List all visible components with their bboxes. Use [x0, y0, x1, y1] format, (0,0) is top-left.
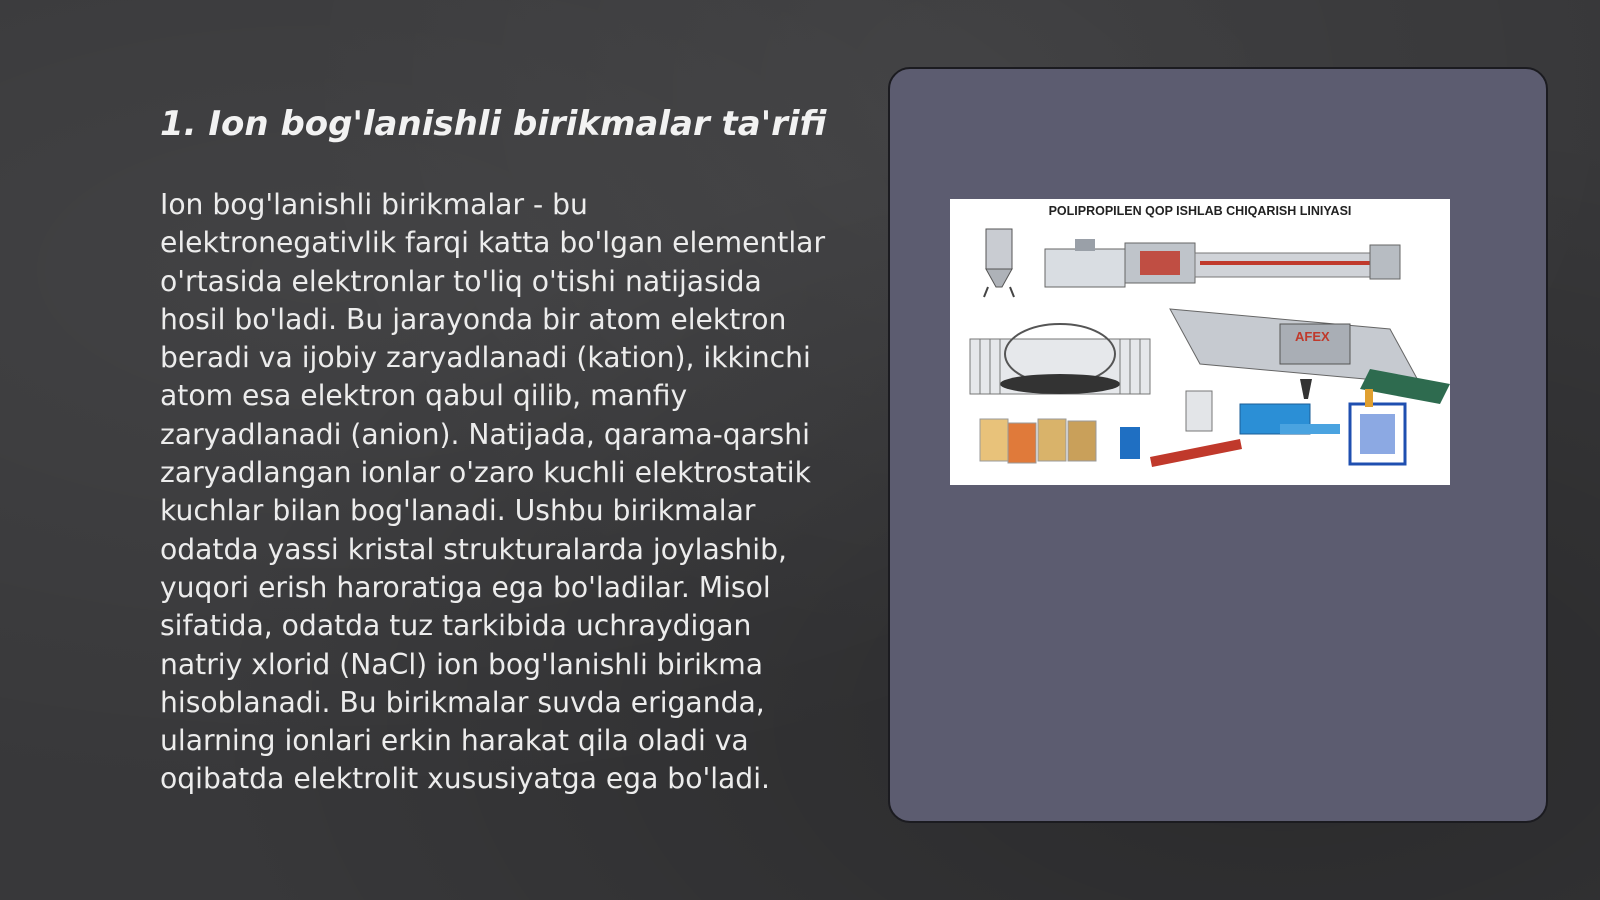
- figure-caption: POLIPROPILEN QOP ISHLAB CHIQARISH LINIYASI: [1048, 204, 1352, 218]
- recycling-line: [1120, 379, 1340, 467]
- hopper: [984, 229, 1014, 297]
- baler-machine: [1350, 389, 1405, 464]
- machinery-illustration: [950, 199, 1450, 485]
- printing-machine: [1170, 309, 1450, 404]
- slide-title: 1. Ion bog'lanishli birikmalar ta'rifi: [160, 104, 827, 144]
- production-line-image: [950, 199, 1450, 485]
- slide-body-text: Ion bog'lanishli birikmalar - bu elektronegativlik farqi katta bo'lgan elementlar o'rtasida elektronlar to'liq o'tishi natijasida hosil bo'ladi. Bu jarayonda bir atom elektron beradi va ijobiy zaryadlanadi (kation), ikkinchi atom esa elektron qabul qilib, manfiy zaryadlanadi (anion). Natijada, qarama-qarshi zaryadlangan ionlar o'zaro kuchli elektrostatik kuchlar bilan bog'lanadi. Ushbu birikmalar odatda yassi kristal strukturalarda joylashib, yuqori erish haroratiga ega bo'ladilar. Misol sifatida, odatda tuz tarkibida uchraydigan natriy xlorid (NaCl) ion bog'lanishli birikma hisoblanadi. Bu birikmalar suvda eriganda, ularning ionlari erkin harakat qila oladi va oqibatda elektrolit xususiyatga ega bo'ladi.: [160, 188, 826, 796]
- woven-bags: [980, 419, 1096, 463]
- extrusion-line: [1045, 239, 1400, 287]
- circular-loom: [970, 324, 1150, 394]
- brand-logo-text: AFEX: [1295, 329, 1330, 344]
